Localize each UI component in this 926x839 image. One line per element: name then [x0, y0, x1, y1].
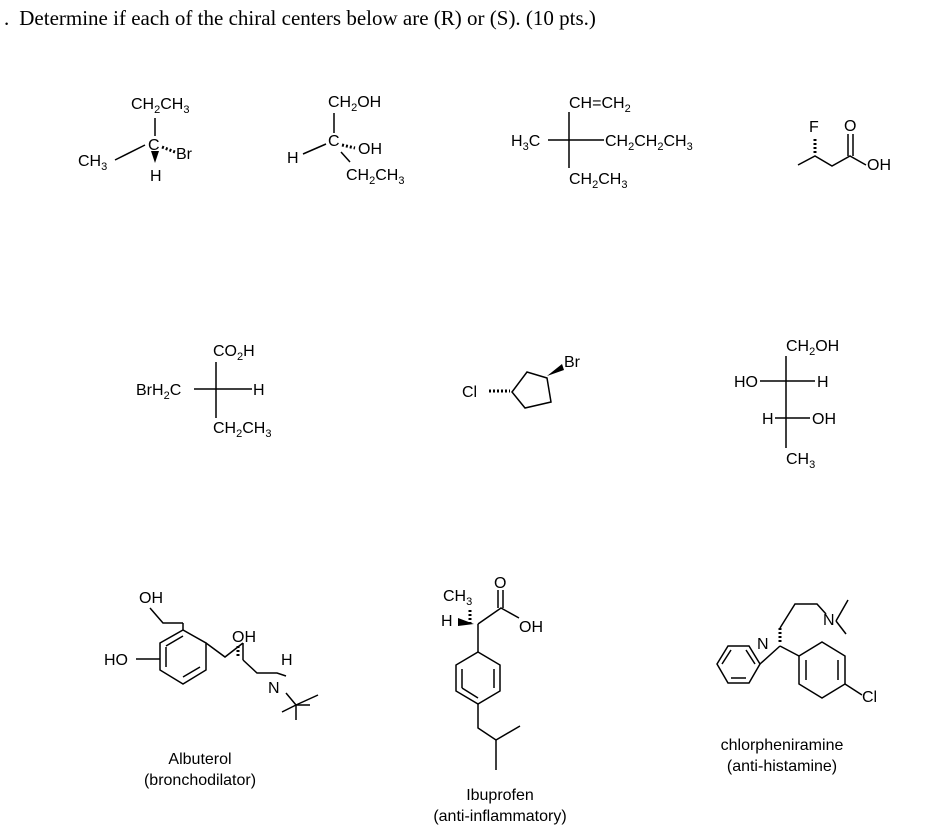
m5-left-label: BrH$_2$C — [136, 382, 182, 402]
m1-wedge-label: Br — [176, 146, 192, 163]
albuterol-oh-center: OH — [232, 629, 256, 646]
m3-bottom-label: $CH_2CH_3$ — [569, 171, 628, 191]
ibuprofen-oxygen: O — [494, 575, 507, 592]
m5-top-label: $CO_2H$ — [213, 343, 255, 363]
m2-center: C — [328, 133, 340, 150]
m3-top-label: $CH=CH_2$ — [569, 95, 631, 115]
m7-row2-left: H — [762, 411, 774, 428]
ibuprofen-name: Ibuprofen — [466, 787, 534, 804]
m1-bottom-label: H — [150, 168, 162, 185]
m4-fluorine-label: F — [809, 119, 819, 136]
m4-oxygen-label: O — [844, 118, 857, 135]
m5-right-label: H — [253, 382, 265, 399]
albuterol-name: Albuterol — [168, 751, 232, 768]
molecule-6 — [489, 364, 564, 408]
chlorpheniramine-ring-nitrogen: N — [757, 636, 769, 653]
chlorpheniramine-use: (anti-histamine) — [726, 758, 838, 775]
ibuprofen-methyl: $CH_3$ — [443, 588, 473, 608]
chlorpheniramine-structure — [717, 600, 862, 698]
chlorpheniramine-chlorine: Cl — [862, 689, 878, 706]
m7-row1-right: H — [817, 374, 829, 391]
m6-chlorine-label: Cl — [462, 384, 478, 401]
ibuprofen-hydroxyl: OH — [519, 619, 543, 636]
m7-row1-left: HO — [734, 374, 758, 391]
chlorpheniramine-name: chlorpheniramine — [720, 737, 844, 754]
m1-center: C — [148, 137, 160, 154]
m6-bromine-label: Br — [564, 354, 580, 371]
m7-row2-right: OH — [812, 411, 836, 428]
ibuprofen-structure — [456, 590, 520, 770]
albuterol-use: (bronchodilator) — [143, 772, 257, 789]
m2-wedge-label: OH — [358, 141, 382, 158]
chlorpheniramine-amine-nitrogen: N — [823, 612, 835, 629]
question-number-mark: . — [4, 6, 10, 30]
ibuprofen-wedge-bond — [458, 618, 474, 626]
albuterol-oh-top: OH — [139, 590, 163, 607]
albuterol-nitrogen: N — [268, 680, 280, 697]
molecule-7 — [760, 356, 815, 448]
m2-bottom-label: $CH_2CH_3$ — [346, 167, 405, 187]
ibuprofen-h: H — [441, 613, 453, 630]
molecule-5 — [194, 362, 252, 418]
m2-top-label: $CH_2OH$ — [328, 94, 382, 114]
molecule-3 — [548, 112, 604, 168]
m2-left-label: H — [287, 150, 299, 167]
molecule-4 — [798, 134, 866, 166]
question-body: Determine if each of the chiral centers below are (R) or (S). (10 pts.) — [19, 6, 596, 30]
m5-bottom-label: $CH_2CH_3$ — [213, 420, 272, 440]
m1-left-label: $CH_3$ — [78, 153, 108, 173]
m7-bottom-label: $CH_3$ — [786, 451, 816, 471]
albuterol-ho-left: HO — [104, 652, 128, 669]
molecule-1 — [115, 118, 175, 163]
albuterol-amine-h: H — [281, 652, 293, 669]
ibuprofen-use: (anti-inflammatory) — [433, 808, 567, 825]
m3-right-label: $CH_2CH_2CH_3$ — [605, 133, 693, 153]
m1-top-label: $CH_2CH_3$ — [131, 96, 190, 116]
m3-left-label: $H_3C$ — [511, 133, 541, 153]
m4-hydroxyl-label: OH — [867, 157, 891, 174]
m7-top-label: $CH_2OH$ — [786, 338, 840, 358]
